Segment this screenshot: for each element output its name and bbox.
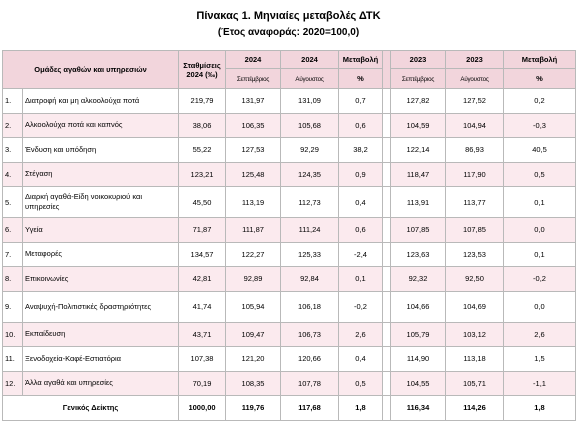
header-2023-sep	[391, 69, 446, 89]
row-weight: 55,22	[179, 138, 226, 163]
row-label: Άλλα αγαθά και υπηρεσίες	[23, 371, 179, 396]
row-2024-sep: 121,20	[226, 347, 281, 372]
table-row	[3, 322, 576, 347]
row-index: 1.	[3, 89, 23, 114]
header-2023-aug-label: Αύγουστος	[460, 75, 489, 83]
row-2024-sep: 125,48	[226, 162, 281, 187]
row-change-2024: 0,6	[339, 113, 383, 138]
row-change-2023: -0,2	[504, 267, 576, 292]
row-2024-aug: 92,84	[281, 267, 339, 292]
row-2023-aug: 117,90	[446, 162, 504, 187]
total-change-2023: 1,8	[504, 396, 576, 421]
row-index: 11.	[3, 347, 23, 372]
row-change-2024: -0,2	[339, 291, 383, 322]
row-weight: 107,38	[179, 347, 226, 372]
header-2024-aug-label: Αύγουστος	[295, 75, 324, 83]
row-change-2024: 0,7	[339, 89, 383, 114]
row-2024-sep: 131,97	[226, 89, 281, 114]
row-gap	[383, 396, 391, 421]
row-change-2024: 38,2	[339, 138, 383, 163]
row-index: 3.	[3, 138, 23, 163]
row-2023-sep: 105,79	[391, 322, 446, 347]
header-2023-aug-year: 2023	[446, 51, 504, 69]
table-row	[3, 347, 576, 372]
header-2024-sep-year: 2024	[226, 51, 281, 69]
row-label: Ένδυση και υπόδηση	[23, 138, 179, 163]
row-change-2023: 0,5	[504, 162, 576, 187]
row-2023-sep: 113,91	[391, 187, 446, 218]
row-label: Αλκοολούχα ποτά και καπνός	[23, 113, 179, 138]
row-2023-aug: 107,85	[446, 218, 504, 243]
row-label: Μεταφορές	[23, 242, 179, 267]
total-weight: 1000,00	[179, 396, 226, 421]
row-weight: 42,81	[179, 267, 226, 292]
row-gap	[383, 162, 391, 187]
row-label: Διαρκή αγαθά-Είδη νοικοκυριού και υπηρεσίες	[23, 187, 179, 218]
page-title: Πίνακας 1. Μηνιαίες μεταβολές ΔΤΚ	[196, 10, 381, 22]
row-change-2023: -1,1	[504, 371, 576, 396]
total-2023-sep: 116,34	[391, 396, 446, 421]
row-gap	[383, 218, 391, 243]
row-weight: 71,87	[179, 218, 226, 243]
row-gap	[383, 371, 391, 396]
row-2023-aug: 104,94	[446, 113, 504, 138]
row-2024-aug: 125,33	[281, 242, 339, 267]
row-2024-sep: 105,94	[226, 291, 281, 322]
header-change-2024: Μεταβολή	[339, 51, 383, 69]
row-weight: 219,79	[179, 89, 226, 114]
total-change-2024: 1,8	[339, 396, 383, 421]
row-2024-aug: 106,73	[281, 322, 339, 347]
row-2024-sep: 92,89	[226, 267, 281, 292]
row-2024-aug: 107,78	[281, 371, 339, 396]
row-label: Αναψυχή-Πολιτιστικές δραστηριότητες	[23, 291, 179, 322]
row-2024-sep: 108,35	[226, 371, 281, 396]
row-change-2023: 0,1	[504, 242, 576, 267]
header-2023-sep-label: Σεπτέμβριος	[401, 75, 435, 83]
row-2024-aug: 111,24	[281, 218, 339, 243]
row-gap	[383, 242, 391, 267]
row-2024-sep: 122,27	[226, 242, 281, 267]
row-2023-aug: 113,18	[446, 347, 504, 372]
row-change-2023: 0,2	[504, 89, 576, 114]
row-2023-aug: 104,69	[446, 291, 504, 322]
table-row	[3, 242, 576, 267]
row-index: 7.	[3, 242, 23, 267]
row-2023-sep: 118,47	[391, 162, 446, 187]
page-subtitle: (Έτος αναφοράς: 2020=100,0)	[217, 27, 360, 38]
row-change-2023: -0,3	[504, 113, 576, 138]
header-2024-sep	[226, 69, 281, 89]
total-row	[3, 396, 576, 421]
row-change-2024: 0,4	[339, 187, 383, 218]
table-row	[3, 89, 576, 114]
row-2023-sep: 127,82	[391, 89, 446, 114]
table-row	[3, 291, 576, 322]
row-change-2023: 40,5	[504, 138, 576, 163]
total-label: Γενικός Δείκτης	[3, 396, 179, 421]
row-index: 5.	[3, 187, 23, 218]
total-2024-aug: 117,68	[281, 396, 339, 421]
row-change-2023: 0,1	[504, 187, 576, 218]
row-label: Στέγαση	[23, 162, 179, 187]
row-gap	[383, 113, 391, 138]
row-label: Ξενοδοχεία-Καφέ-Εστιατόρια	[23, 347, 179, 372]
row-change-2024: 0,5	[339, 371, 383, 396]
header-2024-sep-label: Σεπτέμβριος	[236, 75, 270, 83]
row-2023-sep: 114,90	[391, 347, 446, 372]
row-2023-aug: 113,77	[446, 187, 504, 218]
row-2023-sep: 122,14	[391, 138, 446, 163]
row-gap	[383, 89, 391, 114]
row-2023-aug: 127,52	[446, 89, 504, 114]
row-2024-sep: 106,35	[226, 113, 281, 138]
row-2024-aug: 124,35	[281, 162, 339, 187]
row-index: 6.	[3, 218, 23, 243]
row-change-2024: 0,6	[339, 218, 383, 243]
row-weight: 43,71	[179, 322, 226, 347]
row-2024-aug: 105,68	[281, 113, 339, 138]
row-gap	[383, 347, 391, 372]
row-change-2024: 0,4	[339, 347, 383, 372]
header-2024-aug-year: 2024	[281, 51, 339, 69]
row-gap	[383, 322, 391, 347]
row-change-2024: 0,9	[339, 162, 383, 187]
header-pct-2024: %	[339, 69, 383, 89]
header-weights: Σταθμίσεις 2024 (‰)	[179, 51, 226, 89]
table-row	[3, 113, 576, 138]
row-weight: 41,74	[179, 291, 226, 322]
row-gap	[383, 138, 391, 163]
header-2023-aug	[446, 69, 504, 89]
row-weight: 45,50	[179, 187, 226, 218]
row-index: 10.	[3, 322, 23, 347]
row-2023-aug: 103,12	[446, 322, 504, 347]
row-weight: 70,19	[179, 371, 226, 396]
total-2023-aug: 114,26	[446, 396, 504, 421]
row-weight: 38,06	[179, 113, 226, 138]
row-label: Υγεία	[23, 218, 179, 243]
row-2024-sep: 113,19	[226, 187, 281, 218]
table-row	[3, 138, 576, 163]
row-2024-aug: 106,18	[281, 291, 339, 322]
row-2023-sep: 92,32	[391, 267, 446, 292]
row-label: Εκπαίδευση	[23, 322, 179, 347]
row-2024-sep: 111,87	[226, 218, 281, 243]
row-2023-aug: 123,53	[446, 242, 504, 267]
row-change-2023: 1,5	[504, 347, 576, 372]
row-label: Διατροφή και μη αλκοολούχα ποτά	[23, 89, 179, 114]
row-index: 9.	[3, 291, 23, 322]
column-gap	[383, 51, 391, 89]
row-index: 2.	[3, 113, 23, 138]
header-2024-aug	[281, 69, 339, 89]
row-2024-aug: 120,66	[281, 347, 339, 372]
row-2023-aug: 92,50	[446, 267, 504, 292]
row-index: 4.	[3, 162, 23, 187]
row-gap	[383, 187, 391, 218]
header-change-2023: Μεταβολή	[504, 51, 576, 69]
cpi-table	[2, 50, 576, 421]
row-change-2023: 2,6	[504, 322, 576, 347]
table-row	[3, 218, 576, 243]
table-row	[3, 267, 576, 292]
row-2023-sep: 104,55	[391, 371, 446, 396]
row-2023-sep: 107,85	[391, 218, 446, 243]
row-change-2024: 2,6	[339, 322, 383, 347]
row-change-2023: 0,0	[504, 291, 576, 322]
row-index: 8.	[3, 267, 23, 292]
table-row	[3, 371, 576, 396]
total-2024-sep: 119,76	[226, 396, 281, 421]
row-2023-aug: 105,71	[446, 371, 504, 396]
row-2024-aug: 131,09	[281, 89, 339, 114]
row-index: 12.	[3, 371, 23, 396]
header-2023-sep-year: 2023	[391, 51, 446, 69]
row-label: Επικοινωνίες	[23, 267, 179, 292]
row-weight: 134,57	[179, 242, 226, 267]
row-2023-sep: 123,63	[391, 242, 446, 267]
row-2024-aug: 92,29	[281, 138, 339, 163]
header-group: Ομάδες αγαθών και υπηρεσιών	[3, 51, 179, 89]
row-2024-aug: 112,73	[281, 187, 339, 218]
row-change-2024: -2,4	[339, 242, 383, 267]
row-change-2024: 0,1	[339, 267, 383, 292]
row-2023-sep: 104,66	[391, 291, 446, 322]
row-change-2023: 0,0	[504, 218, 576, 243]
row-2023-sep: 104,59	[391, 113, 446, 138]
row-2023-aug: 86,93	[446, 138, 504, 163]
row-2024-sep: 127,53	[226, 138, 281, 163]
row-2024-sep: 109,47	[226, 322, 281, 347]
table-row	[3, 187, 576, 218]
row-weight: 123,21	[179, 162, 226, 187]
header-pct-2023: %	[504, 69, 576, 89]
row-gap	[383, 291, 391, 322]
row-gap	[383, 267, 391, 292]
table-row	[3, 162, 576, 187]
